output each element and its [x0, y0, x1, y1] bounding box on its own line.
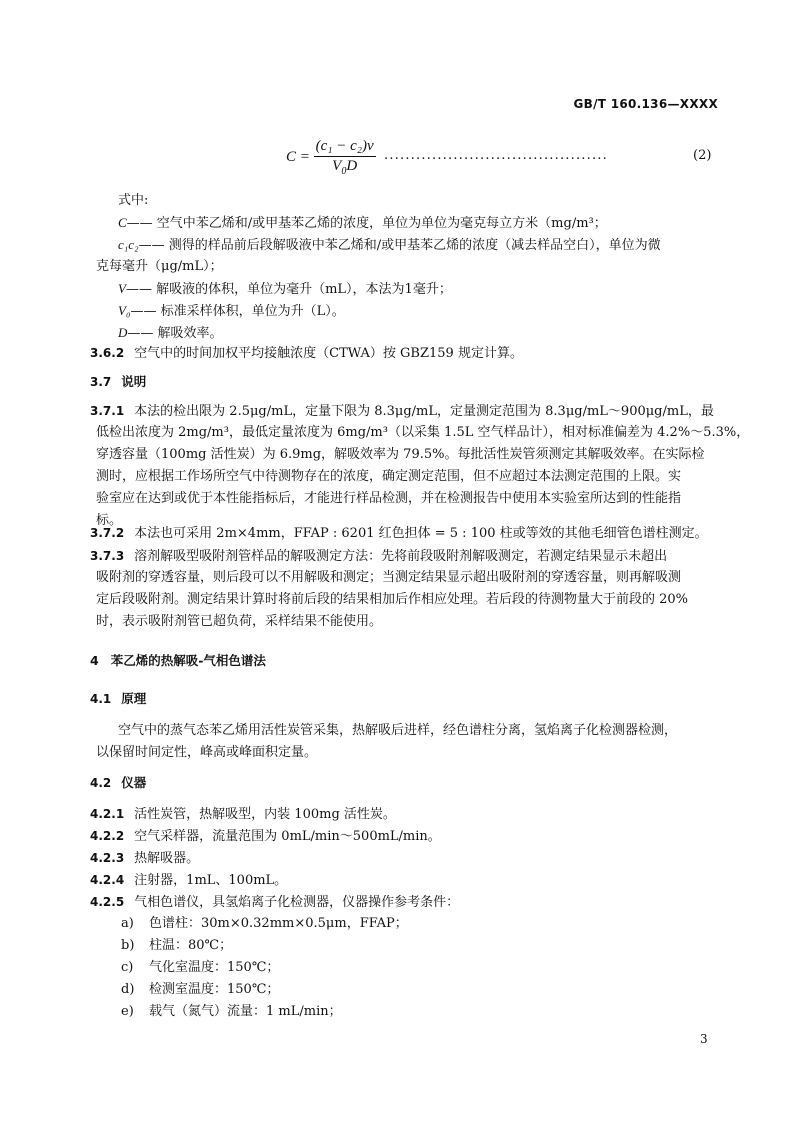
section-heading-4: 4 苯乙烯的热解吸-气相色谱法 — [90, 653, 266, 668]
clause-3-7-1-line: 验室应在达到或优于本性能指标后，才能进行样品检测，并在检测报告中使用本实验室所达到的性能指 — [96, 491, 682, 506]
where-item: D—— 解吸效率。 — [118, 325, 223, 341]
section-heading-3-7: 3.7 说明 — [90, 374, 147, 389]
clause-3-7-3-line: 定后段吸附剂。测定结果计算时将前后段的结果相加后作相应处理。若后段的待测物量大于前段的 20% — [96, 592, 689, 607]
where-item-continued: 克每毫升（μg/mL）； — [96, 259, 223, 274]
instrument-item: 4.2.4 注射器，1mL、100mL。 — [90, 873, 288, 888]
where-item: V₀—— 标准采样体积，单位为升（L）。 — [118, 303, 345, 319]
section-heading-4-2: 4.2 仪器 — [90, 775, 147, 790]
where-item: c₁c₂—— 测得的样品前后段解吸液中苯乙烯和/或甲基苯乙烯的浓度（减去样品空白），单位为微 — [118, 237, 661, 253]
instrument-item: 4.2.3 热解吸器。 — [90, 851, 200, 866]
clause-3-7-1-line: 测时，应根据工作场所空气中待测物存在的浓度，确定测定范围，但不应超过本法测定范围的上限。实 — [96, 469, 682, 484]
clause-3-7-1-line: 低检出浓度为 2mg/m³，最低定量浓度为 6mg/m³（以采集 1.5L 空气样品计），相对标准偏差为 4.2%～5.3%， — [96, 425, 750, 440]
clause-3-6-2: 3.6.2 空气中的时间加权平均接触浓度（CTWA）按 GBZ159 规定计算。 — [90, 346, 523, 361]
principle-line: 以保留时间定性，峰高或峰面积定量。 — [96, 745, 318, 760]
clause-3-7-3-line: 吸附剂的穿透容量，则后段可以不用解吸和测定；当测定结果显示超出吸附剂的穿透容量，则再解吸测 — [96, 570, 682, 585]
formula-numerator: (c₁ − c₂)v — [314, 138, 376, 157]
where-item: V—— 解吸液的体积，单位为毫升（mL），本法为1毫升； — [118, 281, 452, 297]
clause-3-7-1-line: 标。 — [96, 513, 123, 528]
formula — [286, 138, 376, 177]
formula-fraction — [314, 138, 376, 177]
where-item: C—— 空气中苯乙烯和/或甲基苯乙烯的浓度，单位为单位为毫克每立方米（mg/m³； — [118, 215, 607, 231]
clause-3-7-3-line: 时，表示吸附剂管已超负荷，采样结果不能使用。 — [96, 614, 383, 629]
where-intro: 式中: — [118, 193, 149, 208]
instrument-item: 4.2.2 空气采样器，流量范围为 0mL/min～500mL/min。 — [90, 829, 441, 844]
instrument-item: 4.2.5 气相色谱仪，具氢焰离子化检测器，仪器操作参考条件： — [90, 895, 460, 910]
clause-3-7-3: 3.7.3 溶剂解吸型吸附剂管样品的解吸测定方法：先将前段吸附剂解吸测定，若测定结果显示未超出 — [90, 549, 668, 564]
equation-number: (2) — [693, 148, 712, 163]
instrument-item: 4.2.1 活性炭管，热解吸型，内装 100mg 活性炭。 — [90, 807, 396, 822]
clause-3-7-1-line: 穿透容量（100mg 活性炭）为 6.9mg，解吸效率为 79.5%。每批活性炭管须测定其解吸效率。在实际检 — [96, 447, 705, 462]
formula-denominator: $V_0D$ — [332, 158, 358, 177]
condition-item: a) 色谱柱：30m×0.32mm×0.5μm，FFAP； — [121, 916, 408, 931]
standard-number: GB/T 160.136—XXXX — [573, 97, 718, 111]
condition-item: c) 气化室温度：150℃； — [121, 960, 280, 975]
condition-item: e) 载气（氮气）流量：1 mL/min； — [121, 1004, 342, 1019]
condition-item: b) 柱温：80℃； — [121, 938, 233, 953]
condition-item: d) 检测室温度：150℃； — [121, 982, 280, 997]
page-number: 3 — [700, 1032, 708, 1046]
clause-3-7-2: 3.7.2 本法也可采用 2m×4mm，FFAP : 6201 红色担体 = 5 : 100 柱或等效的其他毛细管色谱柱测定。 — [90, 526, 708, 541]
formula-leader-dots: .......................................... — [384, 148, 608, 163]
principle-line: 空气中的蒸气态苯乙烯用活性炭管采集，热解吸后进样，经色谱柱分离，氢焰离子化检测器检测， — [118, 723, 678, 738]
section-heading-4-1: 4.1 原理 — [90, 691, 147, 706]
clause-3-7-1: 3.7.1 本法的检出限为 2.5μg/mL，定量下限为 8.3μg/mL，定量测定范围为 8.3μg/mL～900μg/mL，最 — [90, 404, 714, 419]
formula-lhs: C = — [286, 148, 310, 165]
